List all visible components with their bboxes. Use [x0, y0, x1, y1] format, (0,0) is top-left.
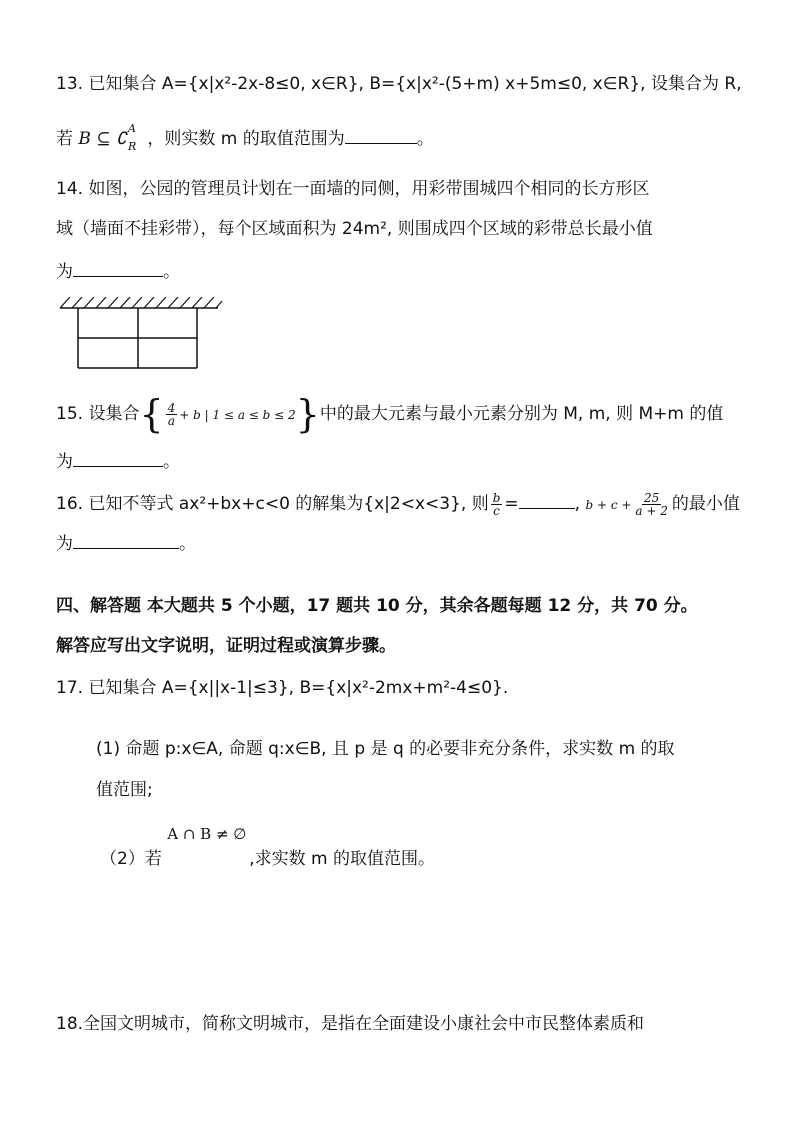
q15-prefix-2: 为 — [56, 452, 73, 472]
q16-fraction-b-c — [491, 492, 503, 517]
q16-prefix-2: 为 — [56, 534, 73, 554]
q16-frac2-den: a + 2 — [635, 503, 668, 518]
q16-frac1-den: c — [493, 503, 500, 518]
q15-period: 。 — [163, 452, 180, 472]
fence-diagram — [56, 294, 226, 374]
question-17-part-2 — [100, 825, 436, 871]
q18-text: 18.全国文明城市，简称文明城市，是指在全面建设小康社会中市民整体素质和 — [56, 1014, 645, 1034]
q17-part2-suffix: ,求实数 m 的取值范围。 — [249, 849, 436, 869]
question-13-line-2 — [56, 122, 434, 153]
right-brace: } — [295, 392, 320, 436]
left-brace: { — [139, 392, 164, 436]
question-16-line-2 — [56, 530, 196, 556]
question-17-line-1 — [56, 676, 508, 700]
q16-fraction-25 — [633, 492, 669, 517]
answer-blank-16a[interactable] — [519, 490, 575, 509]
section-4-line-2: 解答应写出文字说明，证明过程或演算步骤。 — [56, 636, 396, 656]
q16-suffix: 的最小值 — [671, 494, 740, 514]
q17-text: 17. 已知集合 A={x||x-1|≤3}, B={x|x²-2mx+m²-4≤0}. — [56, 678, 509, 698]
q16-period: 。 — [179, 534, 196, 554]
question-17-part-1-line-2 — [96, 778, 153, 802]
answer-blank-13[interactable] — [345, 125, 417, 144]
question-16-line-1 — [56, 490, 740, 517]
question-14-line-1 — [56, 177, 649, 201]
q13-math-subset: ⊆ — [96, 129, 111, 149]
q13-math-B: B — [78, 129, 91, 149]
q14-text-2: 域（墙面不挂彩带），每个区域面积为 24m², 则围成四个区域的彩带总长最小值 — [56, 219, 653, 239]
q17-part2-math: A ∩ B ≠ ∅ — [167, 825, 247, 843]
question-18-line-1 — [56, 1012, 644, 1036]
q13-math-A: A — [127, 122, 136, 135]
answer-blank-16b[interactable] — [73, 530, 179, 549]
q17-part2-math-wrap — [167, 825, 249, 864]
question-13-line-1 — [56, 72, 742, 96]
q16-comma: , — [574, 494, 581, 514]
section-4-line-1: 四、解答题 本大题共 5 个小题，17 题共 10 分，其余各题每题 12 分，共 70 分。 — [56, 596, 698, 616]
q16-expr: b + c + — [585, 498, 632, 512]
question-17-part-1-line-1 — [96, 737, 675, 761]
q14-text-1: 14. 如图，公园的管理员计划在一面墙的同侧，用彩带围城四个相同的长方形区 — [56, 179, 650, 199]
q13-complement — [115, 122, 142, 153]
region-grid — [78, 308, 197, 368]
q16-frac2-num: 25 — [644, 490, 660, 505]
q13-suffix: ，则实数 m 的取值范围为 — [147, 129, 345, 149]
question-14-line-3 — [56, 258, 180, 284]
answer-blank-14[interactable] — [73, 258, 163, 277]
q14-period: 。 — [163, 262, 180, 282]
q15-set-condition: + b | 1 ≤ a ≤ b ≤ 2 — [179, 408, 296, 422]
q15-frac-den: a — [167, 413, 176, 428]
q16-equals: = — [504, 494, 519, 514]
q13-text: 13. 已知集合 A={x|x²-2x-8≤0, x∈R}, B={x|x²-(5+m) x+5m≤0, x∈R}, 设集合为 R, — [56, 74, 742, 94]
question-15-line-2 — [56, 448, 180, 474]
q17-part1-text: (1) 命题 p:x∈A, 命题 q:x∈B, 且 p 是 q 的必要非充分条件，求实数 m 的取 — [96, 739, 675, 759]
q17-part1-text-2: 值范围; — [96, 780, 153, 800]
answer-blank-15[interactable] — [73, 448, 163, 467]
q16-frac1-num: b — [492, 490, 501, 505]
q17-part2-prefix: （2）若 — [100, 849, 162, 869]
question-14-line-2 — [56, 217, 653, 241]
q13-if: 若 — [56, 129, 73, 149]
q15-frac-num: 4 — [167, 400, 176, 415]
q14-prefix: 为 — [56, 262, 73, 282]
wall-hatching — [60, 297, 222, 308]
q15-fraction — [166, 402, 178, 427]
section-4-heading — [56, 594, 698, 618]
q15-suffix: 中的最大元素与最小元素分别为 M, m, 则 M+m 的值 — [319, 404, 724, 424]
complement-symbol: ∁ — [115, 129, 127, 149]
q16-prefix: 16. 已知不等式 ax²+bx+c<0 的解集为{x|2<x<3}, 则 — [56, 494, 489, 514]
q13-math-R: R — [127, 140, 137, 153]
q15-prefix: 15. 设集合 — [56, 404, 140, 424]
section-4-instructions — [56, 634, 396, 658]
question-15-line-1 — [56, 392, 724, 436]
q13-period: 。 — [416, 129, 434, 149]
